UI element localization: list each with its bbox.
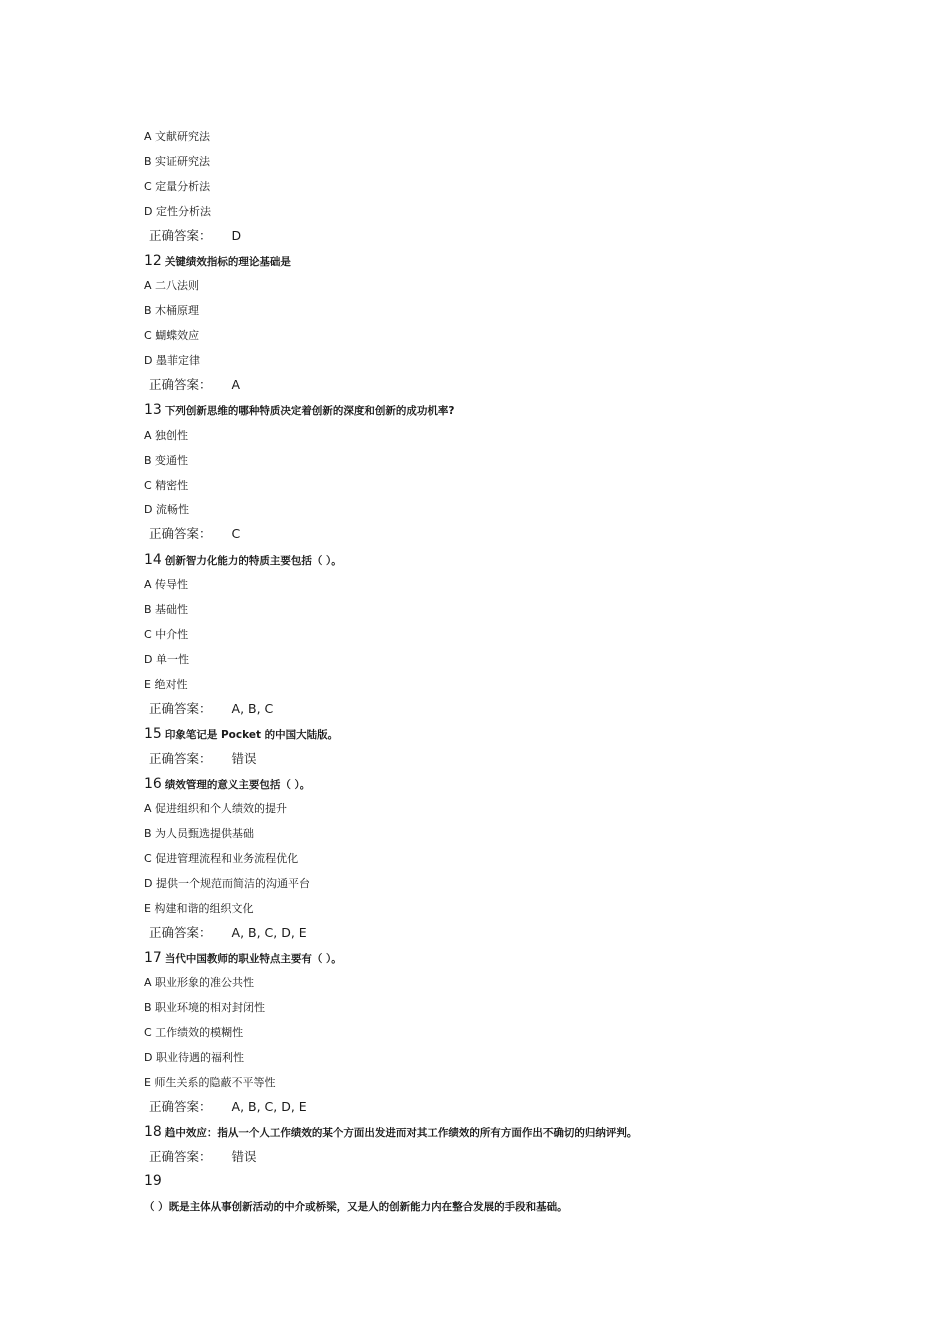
option-text: 单一性 — [155, 653, 189, 666]
question-line — [144, 777, 310, 792]
question-text: 当代中国教师的职业特点主要有（ ）。 — [164, 953, 342, 965]
option-line — [144, 279, 199, 293]
option-line — [144, 852, 298, 866]
question-text: 关键绩效指标的理论基础是 — [164, 256, 291, 268]
option-text: 促进管理流程和业务流程优化 — [155, 852, 299, 865]
answer-line — [149, 1100, 307, 1114]
option-key: D — [144, 877, 153, 890]
answer-value: A, B, C, D, E — [231, 1099, 307, 1114]
option-key: A — [144, 976, 152, 989]
option-key: D — [144, 354, 153, 367]
answer-label: 正确答案： — [149, 228, 212, 243]
option-line — [144, 155, 210, 169]
option-text: 职业待遇的福利性 — [155, 1051, 244, 1064]
option-key: A — [144, 802, 152, 815]
answer-value: C — [231, 526, 241, 541]
question-line — [144, 553, 342, 568]
option-text: 师生关系的隐蔽不平等性 — [154, 1076, 276, 1089]
answer-label: 正确答案： — [149, 701, 212, 716]
option-key: C — [144, 180, 152, 193]
answer-label: 正确答案： — [149, 526, 212, 541]
option-key: A — [144, 130, 152, 143]
answer-label: 正确答案： — [149, 1149, 212, 1164]
answer-line — [149, 378, 240, 392]
option-key: A — [144, 429, 152, 442]
option-line — [144, 454, 188, 468]
option-text: 提供一个规范而简洁的沟通平台 — [155, 877, 310, 890]
option-text: 文献研究法 — [155, 130, 211, 143]
question-number: 14 — [144, 552, 162, 568]
option-line — [144, 354, 200, 368]
question-number: 18 — [144, 1124, 162, 1140]
option-text: 变通性 — [155, 454, 189, 467]
option-key: A — [144, 578, 152, 591]
answer-label: 正确答案： — [149, 1099, 212, 1114]
option-line — [144, 1076, 275, 1090]
question-text: （ ）既是主体从事创新活动的中介或桥梁，又是人的创新能力内在整合发展的手段和基础。 — [144, 1201, 568, 1213]
option-line — [144, 130, 210, 144]
option-text: 精密性 — [155, 479, 189, 492]
option-key: C — [144, 852, 152, 865]
option-line — [144, 628, 188, 642]
option-key: B — [144, 827, 152, 840]
option-text: 传导性 — [155, 578, 189, 591]
answer-value: A, B, C — [231, 701, 274, 716]
option-text: 绝对性 — [154, 678, 188, 691]
option-text: 促进组织和个人绩效的提升 — [155, 802, 288, 815]
answer-value: A, B, C, D, E — [231, 925, 307, 940]
option-key: C — [144, 329, 152, 342]
question-text: 创新智力化能力的特质主要包括（ ）。 — [164, 555, 342, 567]
question-text: 印象笔记是 Pocket 的中国大陆版。 — [164, 729, 339, 741]
option-key: E — [144, 678, 151, 691]
option-line — [144, 603, 188, 617]
answer-value: 错误 — [231, 1149, 257, 1164]
option-text: 构建和谐的组织文化 — [154, 902, 254, 915]
question-line — [144, 727, 338, 742]
option-line — [144, 1026, 243, 1040]
option-key: B — [144, 304, 152, 317]
option-key: C — [144, 479, 152, 492]
option-line — [144, 429, 188, 443]
question-number: 16 — [144, 776, 162, 792]
question-line — [144, 1125, 637, 1140]
question-line — [144, 951, 342, 966]
question-line — [144, 254, 291, 269]
answer-line — [149, 926, 307, 940]
option-text: 定量分析法 — [155, 180, 211, 193]
answer-line — [149, 702, 273, 716]
option-key: D — [144, 1051, 153, 1064]
option-line — [144, 205, 211, 219]
question-line — [144, 403, 454, 418]
option-text: 木桶原理 — [155, 304, 200, 317]
option-key: C — [144, 628, 152, 641]
question-text: 趋中效应：指从一个人工作绩效的某个方面出发进而对其工作绩效的所有方面作出不确切的归纳评判。 — [164, 1127, 638, 1139]
option-key: B — [144, 454, 152, 467]
answer-line — [149, 229, 241, 243]
answer-value: 错误 — [231, 751, 257, 766]
option-text: 墨菲定律 — [155, 354, 200, 367]
option-line — [144, 329, 199, 343]
option-text: 定性分析法 — [155, 205, 211, 218]
option-text: 中介性 — [155, 628, 189, 641]
option-text: 为人员甄选提供基础 — [155, 827, 255, 840]
option-line — [144, 827, 254, 841]
answer-value: A — [231, 377, 241, 392]
option-key: E — [144, 1076, 151, 1089]
option-text: 流畅性 — [155, 503, 189, 516]
option-key: D — [144, 503, 153, 516]
answer-label: 正确答案： — [149, 751, 212, 766]
option-line — [144, 678, 187, 692]
option-key: D — [144, 205, 153, 218]
option-key: C — [144, 1026, 152, 1039]
answer-line — [149, 1150, 257, 1164]
option-line — [144, 877, 310, 891]
question-number: 12 — [144, 253, 162, 269]
option-key: D — [144, 653, 153, 666]
answer-line — [149, 527, 240, 541]
option-key: B — [144, 603, 152, 616]
option-line — [144, 1001, 265, 1015]
answer-label: 正确答案： — [149, 925, 212, 940]
option-line — [144, 304, 199, 318]
option-line — [144, 578, 188, 592]
option-text: 独创性 — [155, 429, 189, 442]
option-line — [144, 976, 254, 990]
option-line — [144, 180, 210, 194]
option-line — [144, 479, 188, 493]
answer-label: 正确答案： — [149, 377, 212, 392]
answer-value: D — [231, 228, 242, 243]
option-text: 实证研究法 — [155, 155, 211, 168]
option-text: 职业形象的准公共性 — [155, 976, 255, 989]
answer-line — [149, 752, 257, 766]
option-text: 二八法则 — [155, 279, 200, 292]
question-number: 13 — [144, 402, 162, 418]
option-line — [144, 1051, 244, 1065]
option-key: E — [144, 902, 151, 915]
option-text: 蝴蝶效应 — [155, 329, 200, 342]
question-text: 绩效管理的意义主要包括（ ）。 — [164, 779, 311, 791]
option-line — [144, 653, 189, 667]
option-line — [144, 902, 253, 916]
option-line — [144, 802, 287, 816]
question-number: 19 — [144, 1173, 162, 1189]
question-number: 15 — [144, 726, 162, 742]
option-text: 基础性 — [155, 603, 189, 616]
option-text: 工作绩效的模糊性 — [155, 1026, 244, 1039]
option-key: B — [144, 1001, 152, 1014]
question-text: 下列创新思维的哪种特质决定着创新的深度和创新的成功机率? — [164, 405, 455, 417]
option-line — [144, 503, 189, 517]
option-text: 职业环境的相对封闭性 — [155, 1001, 266, 1014]
question-number: 17 — [144, 950, 162, 966]
option-key: A — [144, 279, 152, 292]
option-key: B — [144, 155, 152, 168]
